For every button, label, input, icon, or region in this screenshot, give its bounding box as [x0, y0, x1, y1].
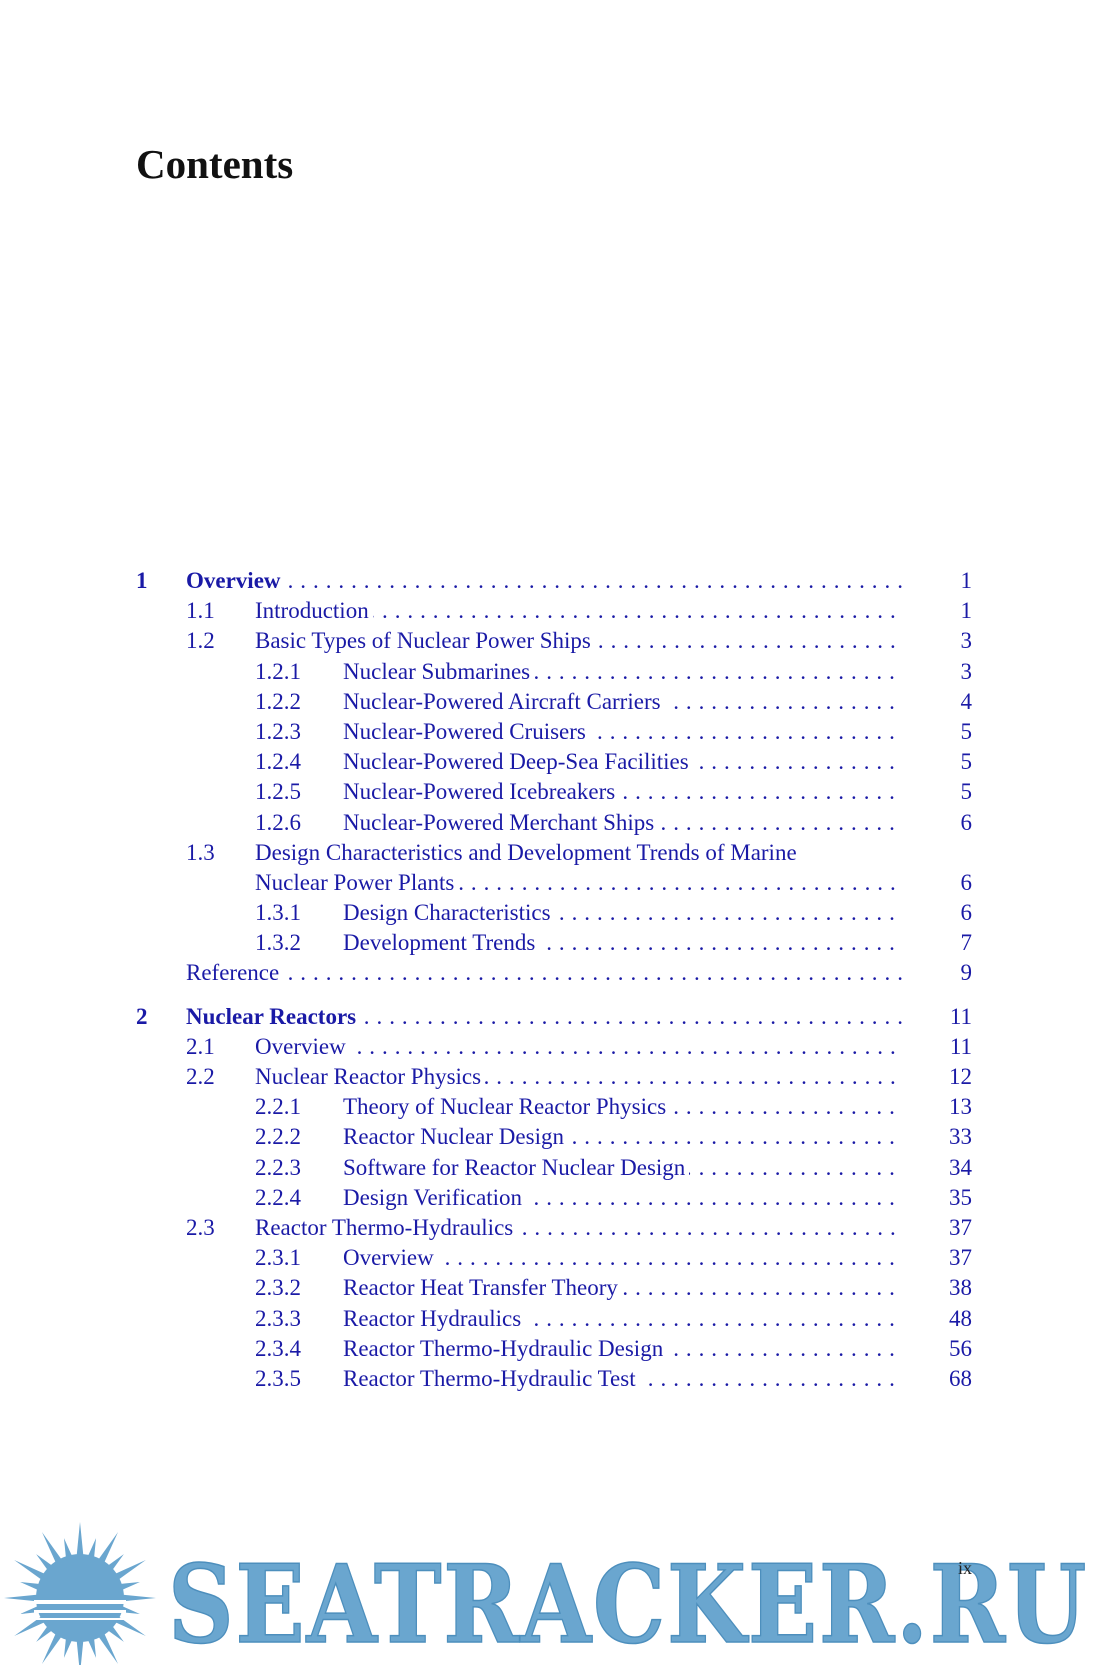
- toc-entry-row[interactable]: [136, 1364, 972, 1394]
- toc-entry-row[interactable]: [136, 1032, 972, 1062]
- toc-entry-number: 1.2.6: [255, 809, 301, 835]
- toc-entry-title: Reactor Thermo-Hydraulics: [255, 1213, 517, 1243]
- toc-entry-page[interactable]: 37: [949, 1245, 972, 1271]
- toc-entry-row[interactable]: [136, 747, 972, 777]
- toc-entry-link[interactable]: [186, 566, 902, 596]
- toc-entry-link[interactable]: [343, 808, 902, 838]
- toc-entry-page[interactable]: 1: [960, 598, 972, 624]
- toc-entry-number: 2.2: [186, 1064, 215, 1089]
- toc-entry-page[interactable]: 3: [960, 658, 972, 684]
- toc-entry-title: Overview: [186, 566, 285, 596]
- toc-entry-title: Reactor Nuclear Design: [343, 1122, 568, 1152]
- toc-entry-number: 2.3.5: [255, 1365, 301, 1391]
- toc-entry-number: 2.2.4: [255, 1184, 301, 1210]
- toc-entry-link[interactable]: [255, 838, 902, 868]
- toc-entry-number: 2.3.1: [255, 1245, 301, 1271]
- toc-entry-page[interactable]: 6: [960, 900, 972, 926]
- toc-entry-page[interactable]: 1: [960, 568, 972, 593]
- toc-entry-title: Basic Types of Nuclear Power Ships: [255, 626, 595, 656]
- toc-entry-link[interactable]: [186, 1002, 902, 1032]
- toc-entry-row[interactable]: [136, 1153, 972, 1183]
- toc-entry-page[interactable]: 33: [949, 1124, 972, 1150]
- sunburst-icon: [4, 1522, 156, 1665]
- toc-entry-page[interactable]: 5: [960, 779, 972, 805]
- toc-entry-title: Nuclear Reactor Physics: [255, 1062, 485, 1092]
- toc-entry-number: 1: [136, 568, 148, 593]
- toc-entry-row[interactable]: [136, 1213, 972, 1243]
- toc-entry-link[interactable]: [343, 1273, 902, 1303]
- toc-entry-page[interactable]: 5: [960, 749, 972, 775]
- toc-entry-title: Design Verification: [343, 1183, 526, 1213]
- toc-entry-title: Overview: [343, 1243, 438, 1273]
- toc-entry-row[interactable]: [136, 596, 972, 626]
- toc-entry-row[interactable]: [136, 1122, 972, 1152]
- toc-entry-row[interactable]: [136, 1304, 972, 1334]
- toc-entry-page[interactable]: 4: [960, 688, 972, 714]
- toc-entry-number: 1.3.2: [255, 930, 301, 956]
- toc-entry-row[interactable]: [136, 1183, 972, 1213]
- toc-entry-link[interactable]: [186, 958, 902, 988]
- toc-entry-page[interactable]: 11: [949, 1003, 972, 1029]
- toc-entry-row[interactable]: [136, 717, 972, 747]
- toc-entry-number: 1.1: [186, 598, 215, 624]
- toc-entry-page[interactable]: 7: [960, 930, 972, 956]
- watermark: [0, 1520, 1098, 1665]
- toc-entry-title: Introduction: [255, 596, 373, 626]
- toc-entry-title: Reactor Heat Transfer Theory: [343, 1273, 622, 1303]
- toc-entry-number: 2.3.4: [255, 1335, 301, 1361]
- toc-entry-title: Nuclear Power Plants: [255, 868, 458, 898]
- toc-entry-title: Overview: [255, 1032, 350, 1062]
- toc-entry-link[interactable]: [343, 747, 902, 777]
- toc-entry-number: 1.2.1: [255, 658, 301, 684]
- toc-entry-link[interactable]: [343, 1334, 902, 1364]
- toc-entry-number: 1.2.3: [255, 718, 301, 744]
- toc-entry-title: Theory of Nuclear Reactor Physics: [343, 1092, 670, 1122]
- toc-entry-page[interactable]: 34: [949, 1154, 972, 1180]
- toc-entry-link[interactable]: [343, 657, 902, 687]
- toc-entry-title: Nuclear-Powered Deep-Sea Facilities: [343, 747, 693, 777]
- toc-entry-link[interactable]: [255, 1062, 902, 1092]
- toc-entry-row[interactable]: [136, 626, 972, 656]
- toc-entry-page[interactable]: 68: [949, 1365, 972, 1391]
- toc-entry-row[interactable]: [136, 657, 972, 687]
- toc-entry-number: 2.2.3: [255, 1154, 301, 1180]
- toc-entry-title: Nuclear-Powered Icebreakers: [343, 777, 619, 807]
- toc-entry-page[interactable]: 6: [960, 809, 972, 835]
- toc-entry-number: 2.1: [186, 1033, 215, 1059]
- toc-entry-row[interactable]: [136, 838, 972, 868]
- toc-entry-number: 2: [136, 1003, 148, 1029]
- toc-entry-link[interactable]: [343, 1183, 902, 1213]
- toc-entry-link[interactable]: [343, 1304, 902, 1334]
- toc-entry-link[interactable]: [343, 928, 902, 958]
- toc-entry-row[interactable]: [136, 928, 972, 958]
- toc-entry-number: 2.2.2: [255, 1124, 301, 1150]
- toc-entry-title: Software for Reactor Nuclear Design: [343, 1153, 689, 1183]
- toc-entry-title: Reactor Hydraulics: [343, 1304, 525, 1334]
- toc-entry-title: Nuclear-Powered Aircraft Carriers: [343, 687, 665, 717]
- toc-entry-page[interactable]: 5: [960, 718, 972, 744]
- toc-entry-page[interactable]: 11: [949, 1033, 972, 1059]
- page-title: Contents: [136, 141, 294, 187]
- toc-entry-title: Design Characteristics and Development Trends of Marine: [255, 840, 801, 865]
- toc-entry-page[interactable]: 13: [949, 1094, 972, 1120]
- toc-entry-title: Reference: [186, 958, 283, 988]
- sunburst-ray: [76, 1522, 83, 1558]
- toc-entry-row[interactable]: [136, 868, 972, 898]
- toc-entry-title: Reactor Thermo-Hydraulic Design: [343, 1334, 667, 1364]
- toc-entry-number: 2.3: [186, 1214, 215, 1240]
- toc-entry-link[interactable]: [255, 1032, 902, 1062]
- toc-entry-page[interactable]: 12: [949, 1064, 972, 1089]
- toc-entry-title: Nuclear Reactors: [186, 1002, 360, 1032]
- toc-entry-link[interactable]: [343, 687, 902, 717]
- toc-entry-page[interactable]: 3: [960, 628, 972, 654]
- toc-entry-row[interactable]: [136, 1243, 972, 1273]
- toc-entry-page[interactable]: 9: [960, 960, 972, 986]
- toc-entry-page[interactable]: 38: [949, 1275, 972, 1301]
- toc-entry-page[interactable]: 6: [960, 869, 972, 895]
- toc-entry-link[interactable]: [255, 868, 902, 898]
- toc-chapter-row[interactable]: [136, 1002, 972, 1032]
- toc-entry-number: 1.2: [186, 628, 215, 654]
- toc-entry-link[interactable]: [343, 777, 902, 807]
- toc-entry-link[interactable]: [343, 717, 902, 747]
- toc-entry-link[interactable]: [343, 1364, 902, 1394]
- toc-entry-title: Nuclear Submarines: [343, 657, 534, 687]
- toc-entry-link[interactable]: [255, 596, 902, 626]
- table-of-contents: [136, 566, 972, 1394]
- toc-entry-title: Nuclear-Powered Merchant Ships: [343, 808, 658, 838]
- toc-entry-link[interactable]: [343, 1243, 902, 1273]
- toc-entry-title: Nuclear-Powered Cruisers: [343, 717, 590, 747]
- toc-entry-link[interactable]: [255, 1213, 902, 1243]
- toc-entry-row[interactable]: [136, 898, 972, 928]
- toc-entry-page[interactable]: 48: [949, 1305, 972, 1331]
- toc-entry-number: 2.3.2: [255, 1275, 301, 1301]
- toc-entry-row[interactable]: [136, 1273, 972, 1303]
- toc-entry-link[interactable]: [343, 1092, 902, 1122]
- toc-entry-number: 1.2.2: [255, 688, 301, 714]
- toc-entry-title: Reactor Thermo-Hydraulic Test: [343, 1364, 640, 1394]
- toc-entry-link[interactable]: [343, 1153, 902, 1183]
- toc-entry-row[interactable]: [136, 808, 972, 838]
- toc-entry-row[interactable]: [136, 687, 972, 717]
- toc-entry-number: 2.2.1: [255, 1094, 301, 1120]
- toc-entry-page[interactable]: 56: [949, 1335, 972, 1361]
- toc-entry-row[interactable]: [136, 958, 972, 988]
- toc-entry-page[interactable]: 37: [949, 1214, 972, 1240]
- toc-entry-number: 1.3: [186, 839, 215, 865]
- watermark-text: SEATRACKER.RU: [168, 1542, 1088, 1665]
- toc-entry-number: 1.3.1: [255, 900, 301, 926]
- toc-entry-row[interactable]: [136, 1334, 972, 1364]
- page-number: ix: [958, 1558, 973, 1578]
- toc-entry-number: 1.2.4: [255, 749, 301, 775]
- toc-chapter-row[interactable]: [136, 566, 972, 596]
- toc-entry-title: Design Characteristics: [343, 898, 555, 928]
- toc-entry-row[interactable]: [136, 1092, 972, 1122]
- toc-entry-link[interactable]: [343, 1122, 902, 1152]
- toc-entry-link[interactable]: [255, 626, 902, 656]
- toc-entry-link[interactable]: [343, 898, 902, 928]
- toc-entry-title: Development Trends: [343, 928, 539, 958]
- toc-entry-page[interactable]: 35: [949, 1184, 972, 1210]
- toc-entry-number: 1.2.5: [255, 779, 301, 805]
- toc-entry-row[interactable]: [136, 1062, 972, 1092]
- toc-entry-row[interactable]: [136, 777, 972, 807]
- toc-entry-number: 2.3.3: [255, 1305, 301, 1331]
